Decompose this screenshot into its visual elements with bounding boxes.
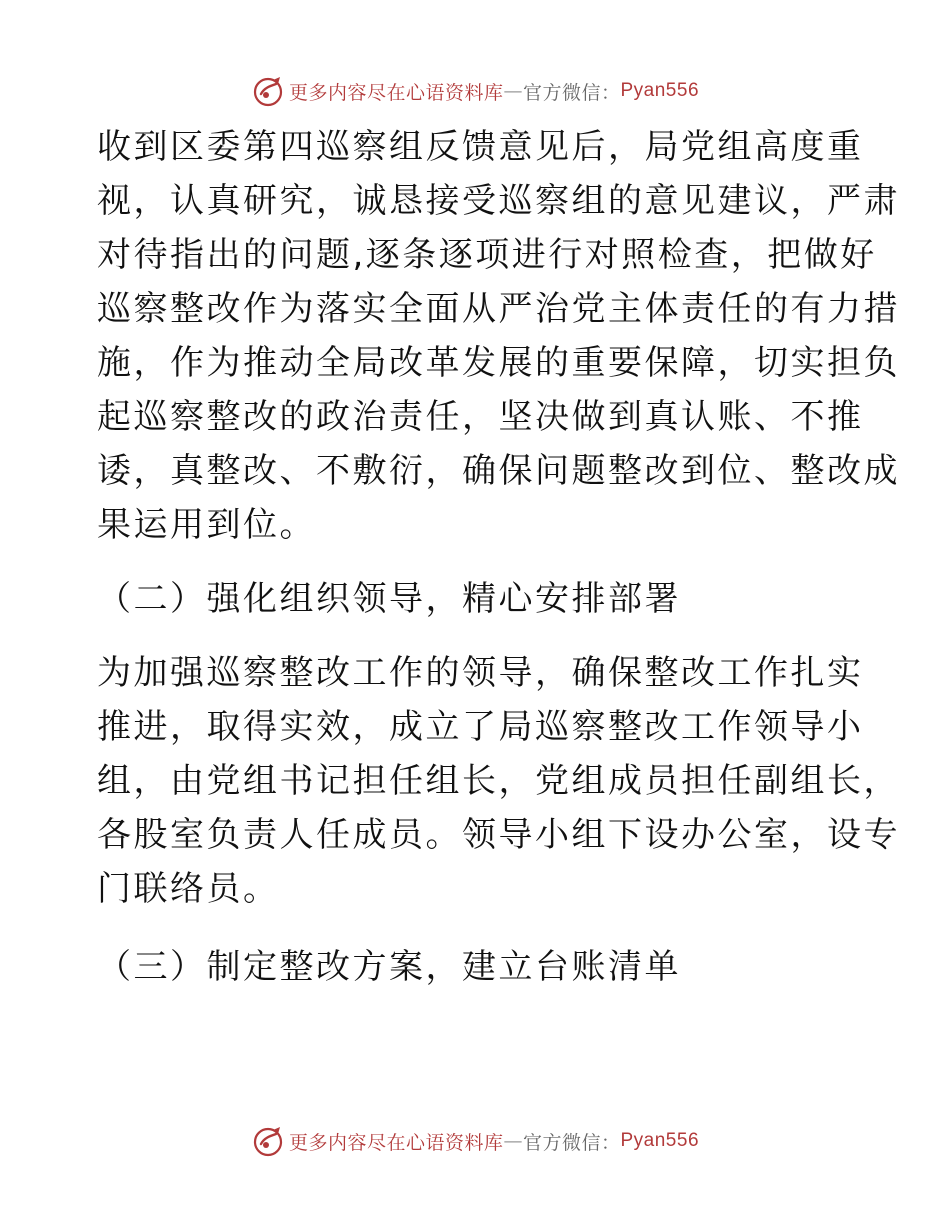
banner-dash: — [503,1130,523,1152]
header-banner [0,71,950,111]
paragraph-line: 组，由党组书记担任组长，党组成员担任副组长， [97,761,900,801]
banner-wechat-label: 官方微信： [522,81,621,104]
paragraph-line: 诿，真整改、不敷衍，确保问题整改到位、整改成 [97,451,900,491]
paragraph-line: 巡察整改作为落实全面从严治党主体责任的有力措 [97,289,900,329]
banner-wechat-label: 官方微信： [522,1131,621,1154]
banner-wechat-id: Pyan556 [620,80,700,101]
pen-logo-icon [251,1124,285,1158]
section-heading-2: （二）强化组织领导，精心安排部署 [97,579,681,619]
paragraph-line: 收到区委第四巡察组反馈意见后，局党组高度重 [97,127,864,167]
footer-banner [0,1121,950,1161]
banner-dash: — [503,80,523,102]
paragraph-line: 为加强巡察整改工作的领导，确保整改工作扎实 [97,653,864,693]
paragraph-line: 果运用到位。 [97,505,316,545]
banner-title: 更多内容尽在心语资料库 [288,1131,504,1154]
paragraph-line: 视，认真研究，诚恳接受巡察组的意见建议，严肃 [97,181,900,221]
banner-title: 更多内容尽在心语资料库 [288,81,504,104]
section-heading-3: （三）制定整改方案，建立台账清单 [97,947,681,987]
paragraph-line: 推进，取得实效，成立了局巡察整改工作领导小 [97,707,864,747]
pen-logo-icon [251,74,285,108]
document-body [97,124,900,990]
paragraph-line: 起巡察整改的政治责任，坚决做到真认账、不推 [97,397,864,437]
banner-wechat-id: Pyan556 [620,1130,700,1151]
paragraph-line: 门联络员。 [97,869,280,909]
paragraph-line: 对待指出的问题,逐条逐项进行对照检查，把做好 [97,235,877,275]
paragraph-1 [97,124,900,556]
paragraph-2 [97,650,900,920]
paragraph-line: 各股室负责人任成员。领导小组下设办公室，设专 [97,815,900,855]
paragraph-line: 施，作为推动全局改革发展的重要保障，切实担负 [97,343,900,383]
